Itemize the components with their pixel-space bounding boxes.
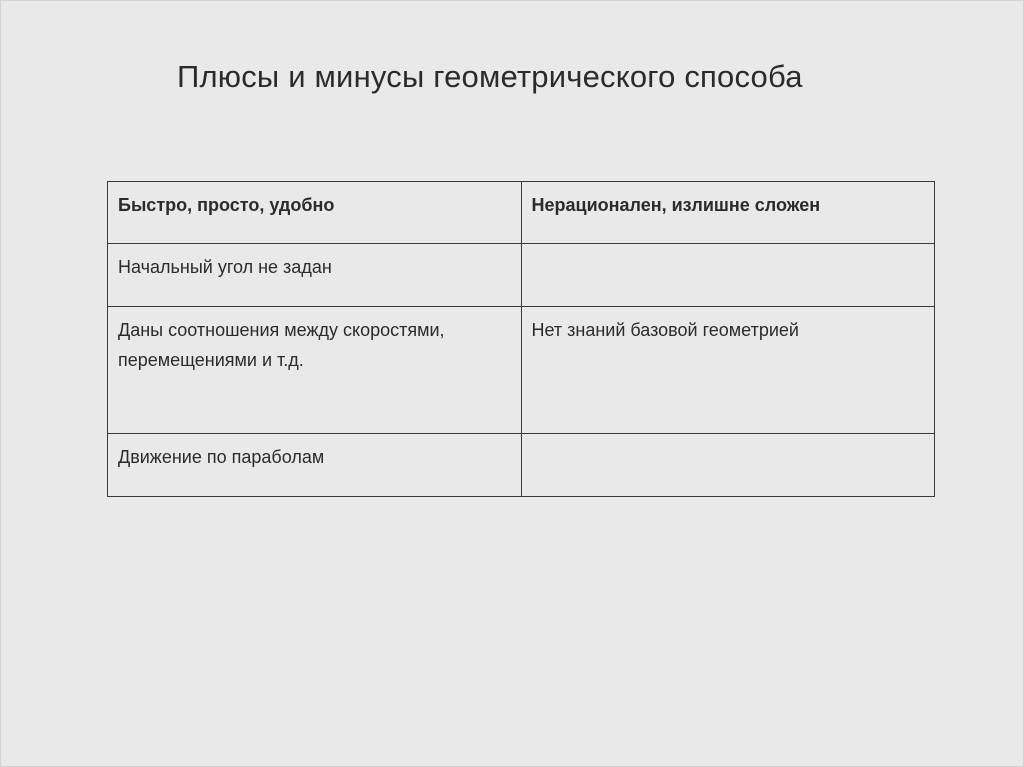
header-cell-plus: Быстро, просто, удобно (108, 182, 522, 244)
table-header-row (108, 182, 935, 244)
pros-cons-table (107, 181, 935, 497)
table-cell-minus (521, 434, 935, 497)
table-cell-minus: Нет знаний базовой геометрией (521, 307, 935, 434)
table-row (108, 307, 935, 434)
table-cell-plus: Начальный угол не задан (108, 244, 522, 307)
header-cell-minus: Нерационален, излишне сложен (521, 182, 935, 244)
table-row (108, 434, 935, 497)
slide-title: Плюсы и минусы геометрического способа (177, 59, 803, 94)
table-cell-plus: Движение по параболам (108, 434, 522, 497)
table-cell-plus: Даны соотношения между скоростями, перемещениями и т.д. (108, 307, 522, 434)
table-row (108, 244, 935, 307)
table-cell-minus (521, 244, 935, 307)
